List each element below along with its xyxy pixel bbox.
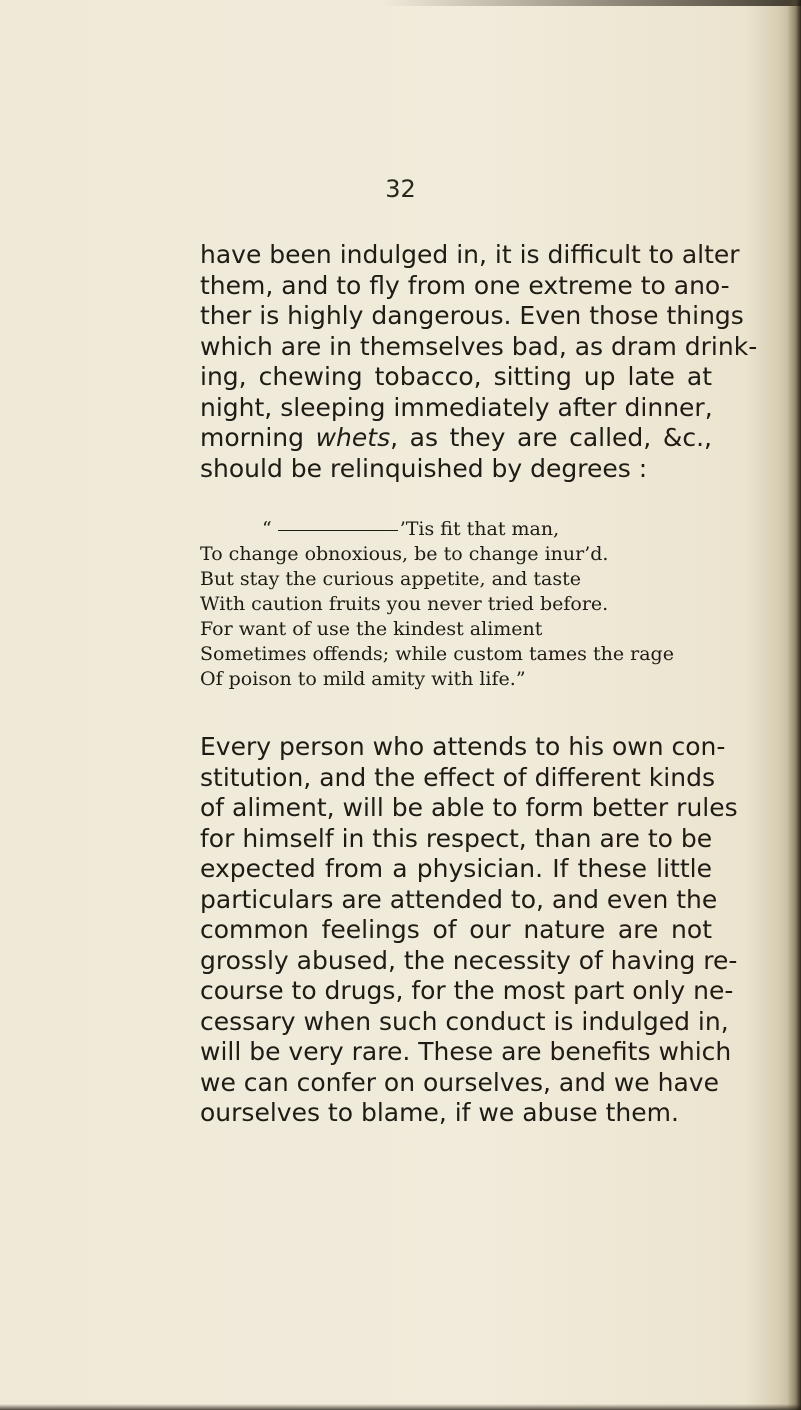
- text-line: stitution, and the effect of different kinds: [200, 762, 715, 792]
- paragraph-2: [200, 732, 738, 1129]
- text-line: particulars are attended to, and even the: [200, 884, 718, 914]
- text-line: night, sleeping immediately after dinner,: [200, 392, 713, 422]
- verse-line: With caution fruits you never tried before.: [200, 593, 609, 615]
- verse-line: To change obnoxious, be to change inur’d.: [200, 543, 609, 565]
- text-line: will be very rare. These are benefits which: [200, 1037, 732, 1066]
- text-line: cessary when such conduct is indulged in,: [200, 1006, 729, 1036]
- italic-word: whets: [315, 423, 391, 452]
- verse-line: But stay the curious appetite, and taste: [200, 568, 581, 590]
- dash-rule: [278, 530, 398, 531]
- verse-quotation: [200, 517, 720, 692]
- page-top-edge-shadow: [380, 0, 801, 6]
- text-line: ourselves to blame, if we abuse them.: [200, 1098, 679, 1127]
- open-quote: “: [262, 518, 272, 540]
- paragraph-1: [200, 240, 758, 484]
- page-bottom-edge-shadow: [0, 1404, 801, 1410]
- text-line: them, and to fly from one extreme to ano-: [200, 270, 730, 300]
- text-segment: , as they are called, &c.,: [390, 423, 712, 452]
- text-line: course to drugs, for the most part only ne-: [200, 976, 734, 1005]
- text-segment: morning: [200, 423, 316, 452]
- verse-text: ’Tis fit that man,: [399, 518, 560, 540]
- text-line: grossly abused, the necessity of having re-: [200, 945, 738, 975]
- text-line: common feelings of our nature are not: [200, 915, 712, 944]
- text-line: expected from a physician. If these little: [200, 854, 712, 883]
- text-line: [200, 423, 712, 454]
- text-line: ing, chewing tobacco, sitting up late at: [200, 362, 712, 391]
- text-line: ther is highly dangerous. Even those things: [200, 301, 744, 330]
- verse-line: For want of use the kindest aliment: [200, 618, 543, 640]
- verse-line: Of poison to mild amity with life.”: [200, 668, 526, 690]
- text-line: which are in themselves bad, as dram drink-: [200, 331, 758, 361]
- text-line: for himself in this respect, than are to be: [200, 823, 713, 853]
- text-line: Every person who attends to his own con-: [200, 732, 726, 761]
- page-number: 32: [385, 175, 416, 203]
- text-line: should be relinquished by degrees :: [200, 453, 648, 483]
- verse-line: [200, 517, 720, 542]
- text-line: have been indulged in, it is difficult to alter: [200, 240, 740, 269]
- verse-line: Sometimes offends; while custom tames the rage: [200, 643, 674, 665]
- text-line: of aliment, will be able to form better rules: [200, 793, 738, 822]
- page-right-edge-shadow: [787, 0, 801, 1410]
- text-line: we can confer on ourselves, and we have: [200, 1067, 719, 1097]
